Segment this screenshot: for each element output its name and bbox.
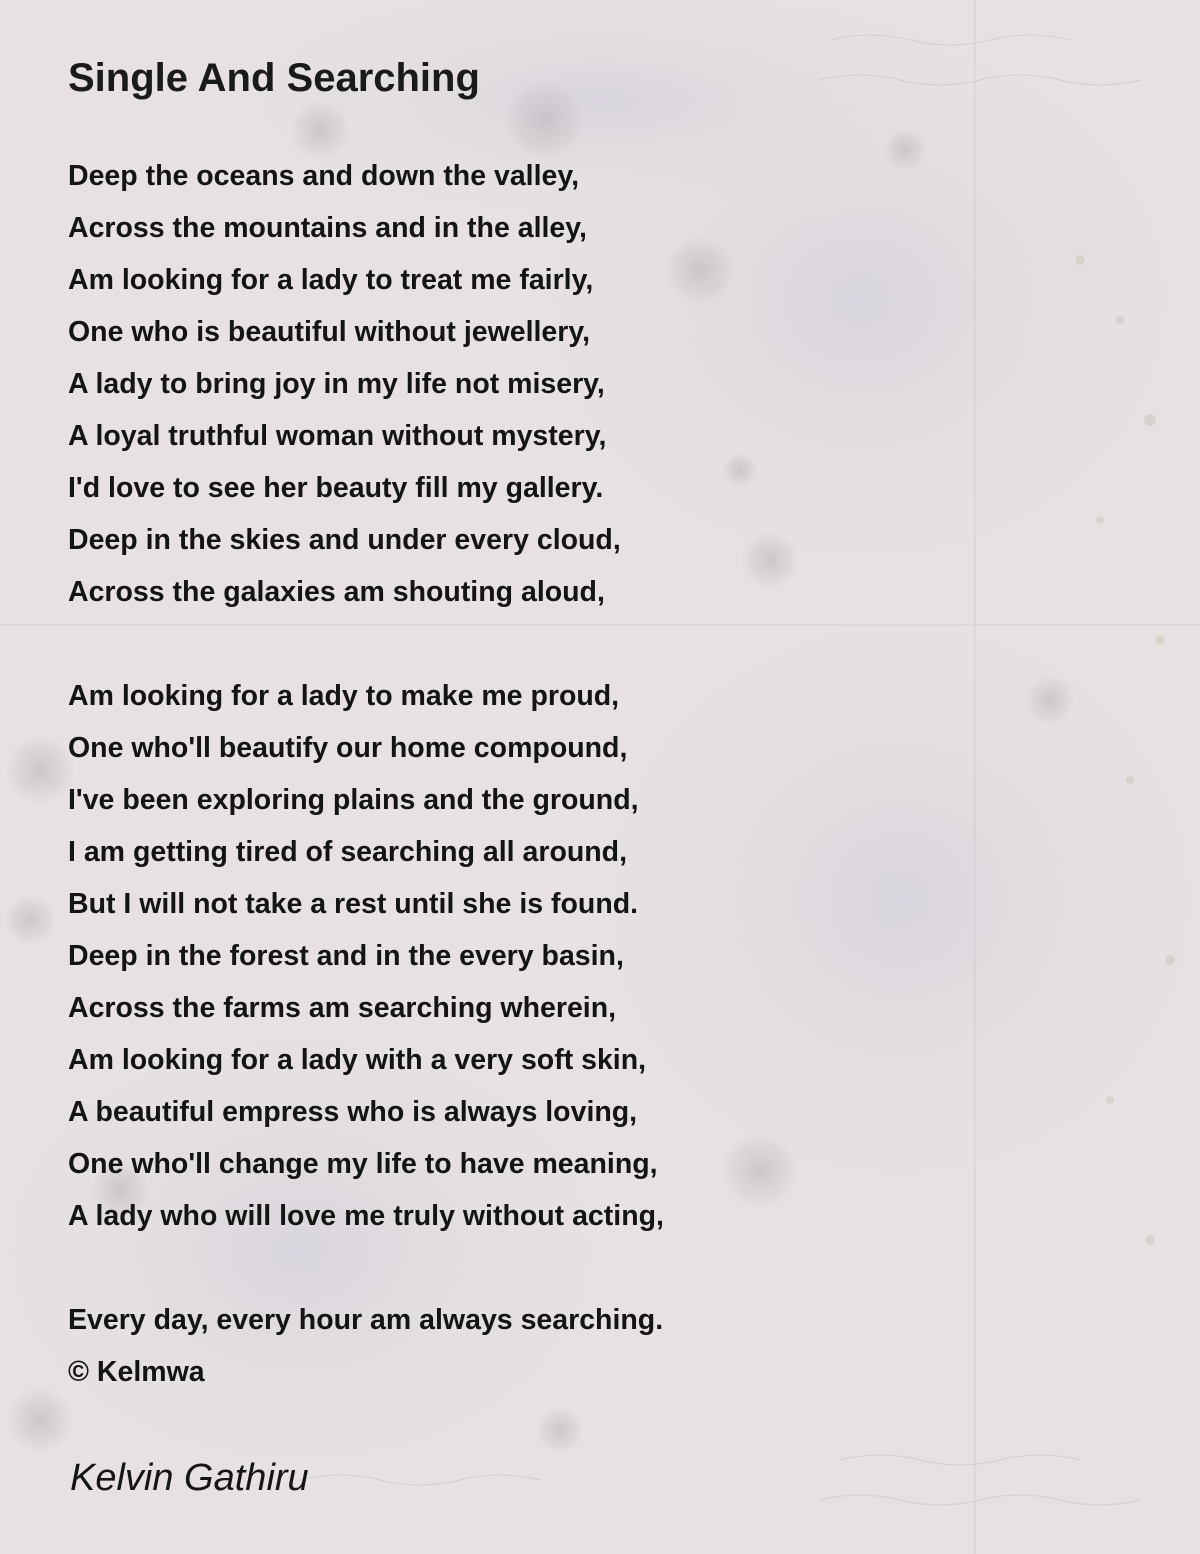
- poem-line: One who'll beautify our home compound,: [68, 732, 628, 764]
- poem-line: One who'll change my life to have meaning,: [68, 1148, 658, 1180]
- poem-line: Across the mountains and in the alley,: [68, 212, 587, 244]
- poem-line: I am getting tired of searching all around,: [68, 836, 627, 868]
- poem-line: Am looking for a lady to treat me fairly,: [68, 264, 594, 296]
- stanza-break: [68, 618, 664, 670]
- poem-line: One who is beautiful without jewellery,: [68, 316, 591, 348]
- poem-body: [68, 150, 664, 1398]
- poem-line: Am looking for a lady to make me proud,: [68, 680, 620, 712]
- poem-line: Every day, every hour am always searching.: [68, 1304, 664, 1336]
- poem-line: © Kelmwa: [68, 1356, 205, 1388]
- poem-line: Deep the oceans and down the valley,: [68, 160, 580, 192]
- poem-author: Kelvin Gathiru: [70, 1457, 309, 1499]
- poem-line: A loyal truthful woman without mystery,: [68, 420, 607, 452]
- stanza-break: [68, 1242, 664, 1294]
- poem-line: I've been exploring plains and the ground,: [68, 784, 639, 816]
- poem-title: Single And Searching: [68, 56, 480, 100]
- poem-line: But I will not take a rest until she is found.: [68, 888, 639, 920]
- poem-line: Across the galaxies am shouting aloud,: [68, 576, 605, 608]
- poem-line: Deep in the forest and in the every basin,: [68, 940, 624, 972]
- poem-line: Am looking for a lady with a very soft skin,: [68, 1044, 647, 1076]
- poem-line: A lady to bring joy in my life not misery,: [68, 368, 605, 400]
- poem-line: I'd love to see her beauty fill my gallery.: [68, 472, 604, 504]
- poem-line: Deep in the skies and under every cloud,: [68, 524, 621, 556]
- poem-line: A beautiful empress who is always loving,: [68, 1096, 638, 1128]
- poem-line: Across the farms am searching wherein,: [68, 992, 617, 1024]
- poem-line: A lady who will love me truly without acting,: [68, 1200, 664, 1232]
